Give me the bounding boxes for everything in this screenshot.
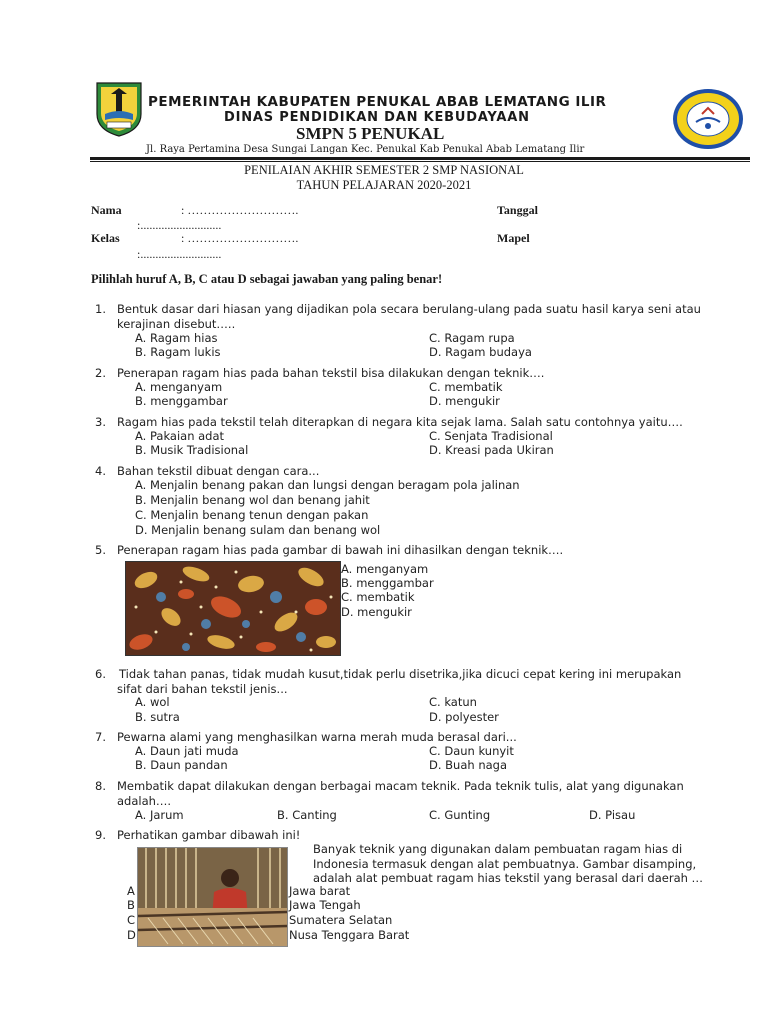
academic-year: TAHUN PELAJARAN 2020-2021 <box>296 178 472 192</box>
q7-option-c[interactable]: C. Daun kunyit <box>429 744 514 758</box>
q9-side-line1: Banyak teknik yang digunakan dalam pembuatan ragam hias di <box>313 842 683 856</box>
q6-option-b[interactable]: B. sutra <box>135 710 180 724</box>
q1-option-c[interactable]: C. Ragam rupa <box>429 331 515 345</box>
q5-text: Penerapan ragam hias pada gambar di bawah ini dihasilkan dengan teknik…. <box>117 543 564 557</box>
q6-text-line1: Tidak tahan panas, tidak mudah kusut,tidak perlu disetrika,jika dicuci cepat kering ini merupakan <box>119 667 682 681</box>
q2-text: Penerapan ragam hias pada bahan tekstil bisa dilakukan dengan teknik…. <box>117 366 545 380</box>
q5-number: 5. <box>95 543 106 557</box>
kelas-field[interactable]: : ………………………. <box>181 231 299 245</box>
q8-option-c[interactable]: C. Gunting <box>429 808 491 822</box>
q6-option-a[interactable]: A. wol <box>135 695 170 709</box>
q9-text: Perhatikan gambar dibawah ini! <box>117 828 301 842</box>
exam-title: PENILAIAN AKHIR SEMESTER 2 SMP NASIONAL <box>244 163 524 177</box>
q9-option-a[interactable]: A <box>127 884 135 898</box>
q5-option-c[interactable]: C. membatik <box>341 590 415 604</box>
q9-answer-d[interactable]: Nusa Tenggara Barat <box>289 928 410 942</box>
header-rule-thin <box>90 161 750 162</box>
school-name: SMPN 5 PENUKAL <box>296 124 445 143</box>
q3-option-c[interactable]: C. Senjata Tradisional <box>429 429 553 443</box>
q7-option-a[interactable]: A. Daun jati muda <box>135 744 239 758</box>
q4-option-c[interactable]: C. Menjalin benang tenun dengan pakan <box>135 508 369 522</box>
school-address: Jl. Raya Pertamina Desa Sungai Langan Kec. Penukal Kab Penukal Abab Lematang Ilir <box>146 144 585 155</box>
q5-option-d[interactable]: D. mengukir <box>341 605 412 619</box>
q9-number: 9. <box>95 828 106 842</box>
weaving-loom-photo <box>137 847 288 947</box>
school-logo <box>672 88 744 150</box>
regency-logo <box>93 80 145 138</box>
q8-option-d[interactable]: D. Pisau <box>589 808 636 822</box>
q6-option-c[interactable]: C. katun <box>429 695 477 709</box>
tanggal-label: Tanggal <box>497 203 538 217</box>
q9-side-line3: adalah alat pembuat ragam hias tekstil yang berasal dari daerah … <box>313 871 704 885</box>
q2-option-a[interactable]: A. menganyam <box>135 380 223 394</box>
q3-option-b[interactable]: B. Musik Tradisional <box>135 443 249 457</box>
header-government: PEMERINTAH KABUPATEN PENUKAL ABAB LEMATANG ILIR <box>148 94 607 110</box>
q2-option-d[interactable]: D. mengukir <box>429 394 500 408</box>
header-department: DINAS PENDIDIKAN DAN KEBUDAYAAN <box>224 110 530 125</box>
q4-option-b[interactable]: B. Menjalin benang wol dan benang jahit <box>135 493 370 507</box>
q8-number: 8. <box>95 779 106 793</box>
instruction: Pilihlah huruf A, B, C atau D sebagai jawaban yang paling benar! <box>91 272 443 286</box>
q4-number: 4. <box>95 464 106 478</box>
q5-option-a[interactable]: A. menganyam <box>341 562 429 576</box>
q4-option-a[interactable]: A. Menjalin benang pakan dan lungsi dengan beragam pola jalinan <box>135 478 520 492</box>
q7-option-d[interactable]: D. Buah naga <box>429 758 508 772</box>
q6-text-line2: sifat dari bahan tekstil jenis... <box>117 682 288 696</box>
q6-number: 6. <box>95 667 106 681</box>
tanggal-field[interactable]: :........................... <box>137 218 222 232</box>
nama-field[interactable]: : ………………………. <box>181 203 299 217</box>
q9-option-c[interactable]: C <box>127 913 136 927</box>
q1-option-d[interactable]: D. Ragam budaya <box>429 345 532 359</box>
q1-text-line2: kerajinan disebut….. <box>117 317 236 331</box>
q9-option-d[interactable]: D <box>127 928 136 942</box>
q9-answer-c[interactable]: Sumatera Selatan <box>289 913 393 927</box>
q8-text-line2: adalah…. <box>117 794 172 808</box>
q7-text: Pewarna alami yang menghasilkan warna merah muda berasal dari... <box>117 730 517 744</box>
q4-text: Bahan tekstil dibuat dengan cara... <box>117 464 320 478</box>
header-rule-thick <box>90 157 750 160</box>
mapel-label: Mapel <box>497 231 530 245</box>
batik-image <box>125 561 341 656</box>
q9-option-b[interactable]: B <box>127 898 135 912</box>
q3-option-a[interactable]: A. Pakaian adat <box>135 429 225 443</box>
q3-number: 3. <box>95 415 106 429</box>
q9-answer-b[interactable]: Jawa Tengah <box>289 898 361 912</box>
q8-text-line1: Membatik dapat dilakukan dengan berbagai macam teknik. Pada teknik tulis, alat yang digunakan <box>117 779 684 793</box>
q5-option-b[interactable]: B. menggambar <box>341 576 434 590</box>
q7-option-b[interactable]: B. Daun pandan <box>135 758 228 772</box>
q1-option-b[interactable]: B. Ragam lukis <box>135 345 221 359</box>
q1-option-a[interactable]: A. Ragam hias <box>135 331 218 345</box>
q3-text: Ragam hias pada tekstil telah diterapkan di negara kita sejak lama. Salah satu contohnya yaitu…. <box>117 415 683 429</box>
q1-number: 1. <box>95 302 106 316</box>
q9-answer-a[interactable]: Jawa barat <box>289 884 351 898</box>
q9-side-line2: Indonesia termasuk dengan alat pembuatnya. Gambar disamping, <box>313 857 697 871</box>
kelas-label: Kelas <box>91 231 120 245</box>
q2-number: 2. <box>95 366 106 380</box>
nama-label: Nama <box>91 203 122 217</box>
q1-text-line1: Bentuk dasar dari hiasan yang dijadikan pola secara berulang-ulang pada suatu hasil karya seni atau <box>117 302 701 316</box>
q8-option-a[interactable]: A. Jarum <box>135 808 184 822</box>
q4-option-d[interactable]: D. Menjalin benang sulam dan benang wol <box>135 523 381 537</box>
q7-number: 7. <box>95 730 106 744</box>
q8-option-b[interactable]: B. Canting <box>277 808 337 822</box>
q2-option-c[interactable]: C. membatik <box>429 380 503 394</box>
q2-option-b[interactable]: B. menggambar <box>135 394 228 408</box>
q6-option-d[interactable]: D. polyester <box>429 710 499 724</box>
q3-option-d[interactable]: D. Kreasi pada Ukiran <box>429 443 554 457</box>
mapel-field[interactable]: :........................... <box>137 247 222 261</box>
